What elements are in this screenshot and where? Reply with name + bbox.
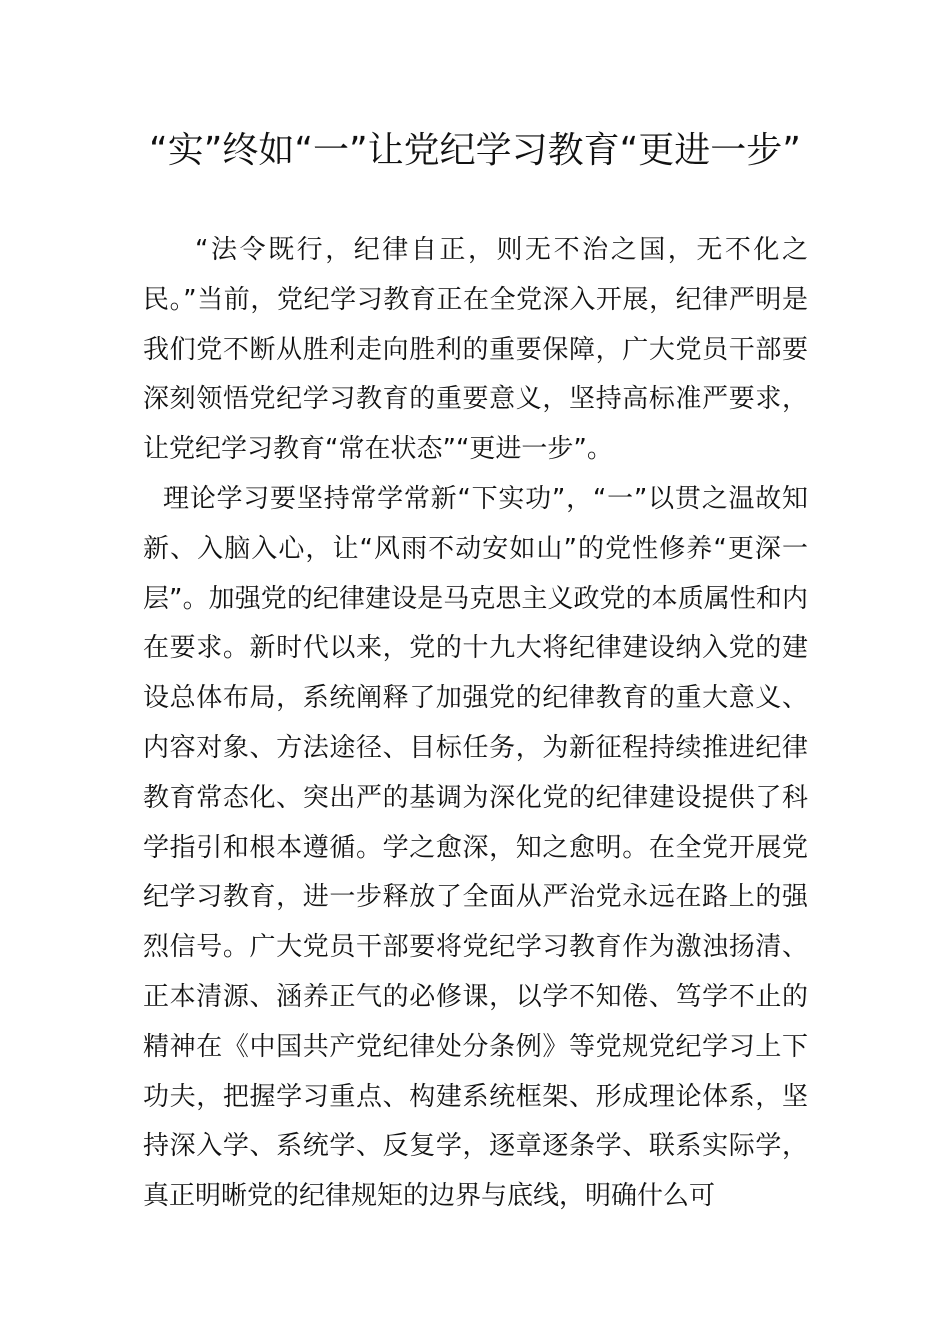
document-title: “实”终如“一”让党纪学习教育“更进一步” [149,130,801,171]
paragraph-1: “法令既行，纪律自正，则无不治之国，无不化之民。”当前，党纪学习教育正在全党深入开展，纪律严明是我们党不断从胜利走向胜利的重要保障，广大党员干部要深刻领悟党纪学习教育的重要意义，坚持高标准严要求，让党纪学习教育“常在状态”“更进一步”。 [143,235,808,465]
document-body [143,226,808,1222]
paragraph-2: 理论学习要坚持常学常新“下实功”，“一”以贯之温故知新、入脑入心，让“风雨不动安如山”的党性修养“更深一层”。加强党的纪律建设是马克思主义政党的本质属性和内在要求。新时代以来，党的十九大将纪律建设纳入党的建设总体布局，系统阐释了加强党的纪律教育的重大意义、内容对象、方法途径、目标任务，为新征程持续推进纪律教育常态化、突出严的基调为深化党的纪律建设提供了科学指引和根本遵循。学之愈深，知之愈明。在全党开展党纪学习教育，进一步释放了全面从严治党永远在路上的强烈信号。广大党员干部要将党纪学习教育作为激浊扬清、正本清源、涵养正气的必修课，以学不知倦、笃学不止的精神在《中国共产党纪律处分条例》等党规党纪学习上下功夫，把握学习重点、构建系统框架、形成理论体系，坚持深入学、系统学、反复学，逐章逐条学、联系实际学，真正明晰党的纪律规矩的边界与底线，明确什么可 [143,483,808,1212]
